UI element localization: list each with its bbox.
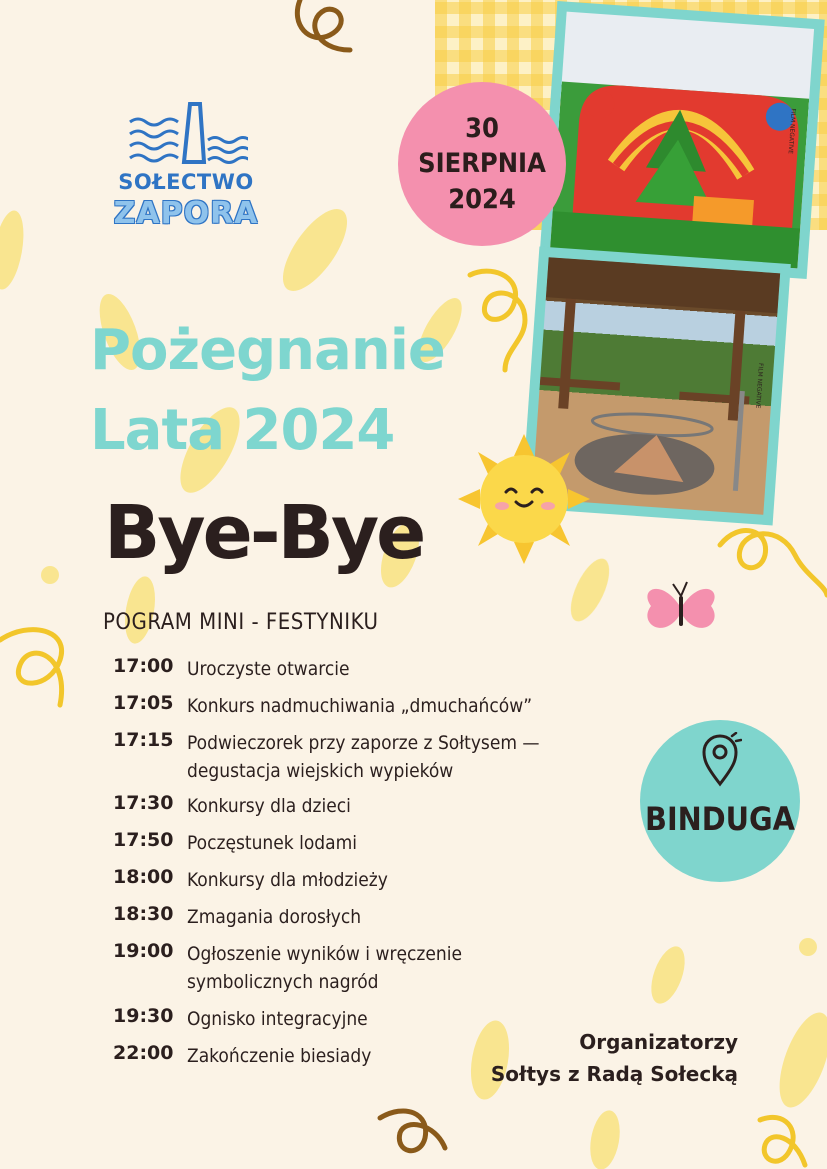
logo	[100, 100, 280, 240]
film-caption: FILM NEGATIVE	[754, 362, 765, 409]
sun-icon	[458, 434, 590, 564]
schedule-time: 17:50	[113, 829, 174, 851]
schedule-activity: Zakończenie biesiady	[187, 1045, 372, 1067]
schedule-item	[113, 940, 507, 996]
schedule-time: 17:00	[113, 655, 174, 677]
map-pin-icon	[702, 732, 742, 788]
organizers-name: Sołtys z Radą Sołecką	[490, 1062, 738, 1086]
date-day: 30	[465, 113, 499, 145]
schedule-item	[113, 866, 617, 894]
leaf-decoration	[0, 208, 29, 292]
schedule-activity: Konkursy dla młodzieży	[187, 869, 388, 891]
organizers	[491, 1026, 738, 1090]
schedule-item	[113, 792, 617, 820]
leaf-decoration	[586, 1108, 624, 1169]
squiggle-decoration	[0, 630, 62, 705]
schedule-item	[113, 903, 617, 931]
organizers-heading: Organizatorzy	[579, 1030, 738, 1054]
schedule-time: 18:30	[113, 903, 174, 925]
schedule-activity: Podwieczorek przy zaporze z Sołtysem — degustacja wiejskich wypieków	[187, 732, 540, 782]
title-line1: Pożegnanie	[90, 318, 445, 383]
title-line3: Bye-Bye	[104, 490, 424, 576]
schedule-activity: Poczęstunek lodami	[187, 832, 358, 854]
squiggle-decoration	[720, 531, 827, 595]
schedule-time: 19:00	[113, 940, 174, 962]
schedule-item	[113, 692, 617, 720]
program-heading: POGRAM MINI - FESTYNIKU	[103, 610, 379, 635]
squiggle-decoration	[380, 1111, 445, 1151]
schedule-item	[113, 655, 617, 683]
schedule-activity: Konkurs nadmuchiwania „dmuchańców”	[187, 695, 533, 717]
schedule-time: 17:05	[113, 692, 174, 714]
schedule-activity: Ognisko integracyjne	[187, 1008, 368, 1030]
logo-line1: SOŁECTWO	[118, 170, 254, 194]
schedule-time: 22:00	[113, 1042, 174, 1064]
film-caption: FILM NEGATIVE	[787, 108, 798, 155]
schedule-item	[113, 729, 577, 785]
dam-waves-icon	[128, 100, 248, 166]
dot-decoration	[799, 938, 817, 956]
leaf-decoration	[769, 1006, 827, 1114]
title-line2: Lata 2024	[90, 398, 395, 463]
schedule-item	[113, 829, 617, 857]
logo-line2: ZAPORA	[113, 196, 259, 231]
date-year: 2024	[448, 183, 516, 215]
leaf-decoration	[563, 553, 617, 626]
squiggle-decoration	[297, 0, 350, 50]
schedule-activity: Zmagania dorosłych	[187, 906, 362, 928]
date-month: SIERPNIA	[418, 148, 546, 180]
butterfly-icon	[643, 578, 719, 640]
location-badge	[640, 720, 800, 882]
schedule-activity: Ogłoszenie wyników i wręczenie symbolicznych nagród	[187, 943, 463, 993]
schedule-time: 19:30	[113, 1005, 174, 1027]
schedule-time: 17:30	[113, 792, 174, 814]
date-badge	[398, 82, 566, 246]
squiggle-decoration	[760, 1117, 805, 1165]
schedule-time: 17:15	[113, 729, 174, 751]
schedule-time: 18:00	[113, 866, 174, 888]
schedule-activity: Uroczyste otwarcie	[187, 658, 350, 680]
dot-decoration	[41, 566, 59, 584]
photo-bouncy-castle	[539, 1, 824, 279]
location-label: BINDUGA	[645, 800, 795, 838]
leaf-decoration	[645, 942, 692, 1008]
leaf-decoration	[271, 199, 359, 301]
schedule-activity: Konkursy dla dzieci	[187, 795, 351, 817]
